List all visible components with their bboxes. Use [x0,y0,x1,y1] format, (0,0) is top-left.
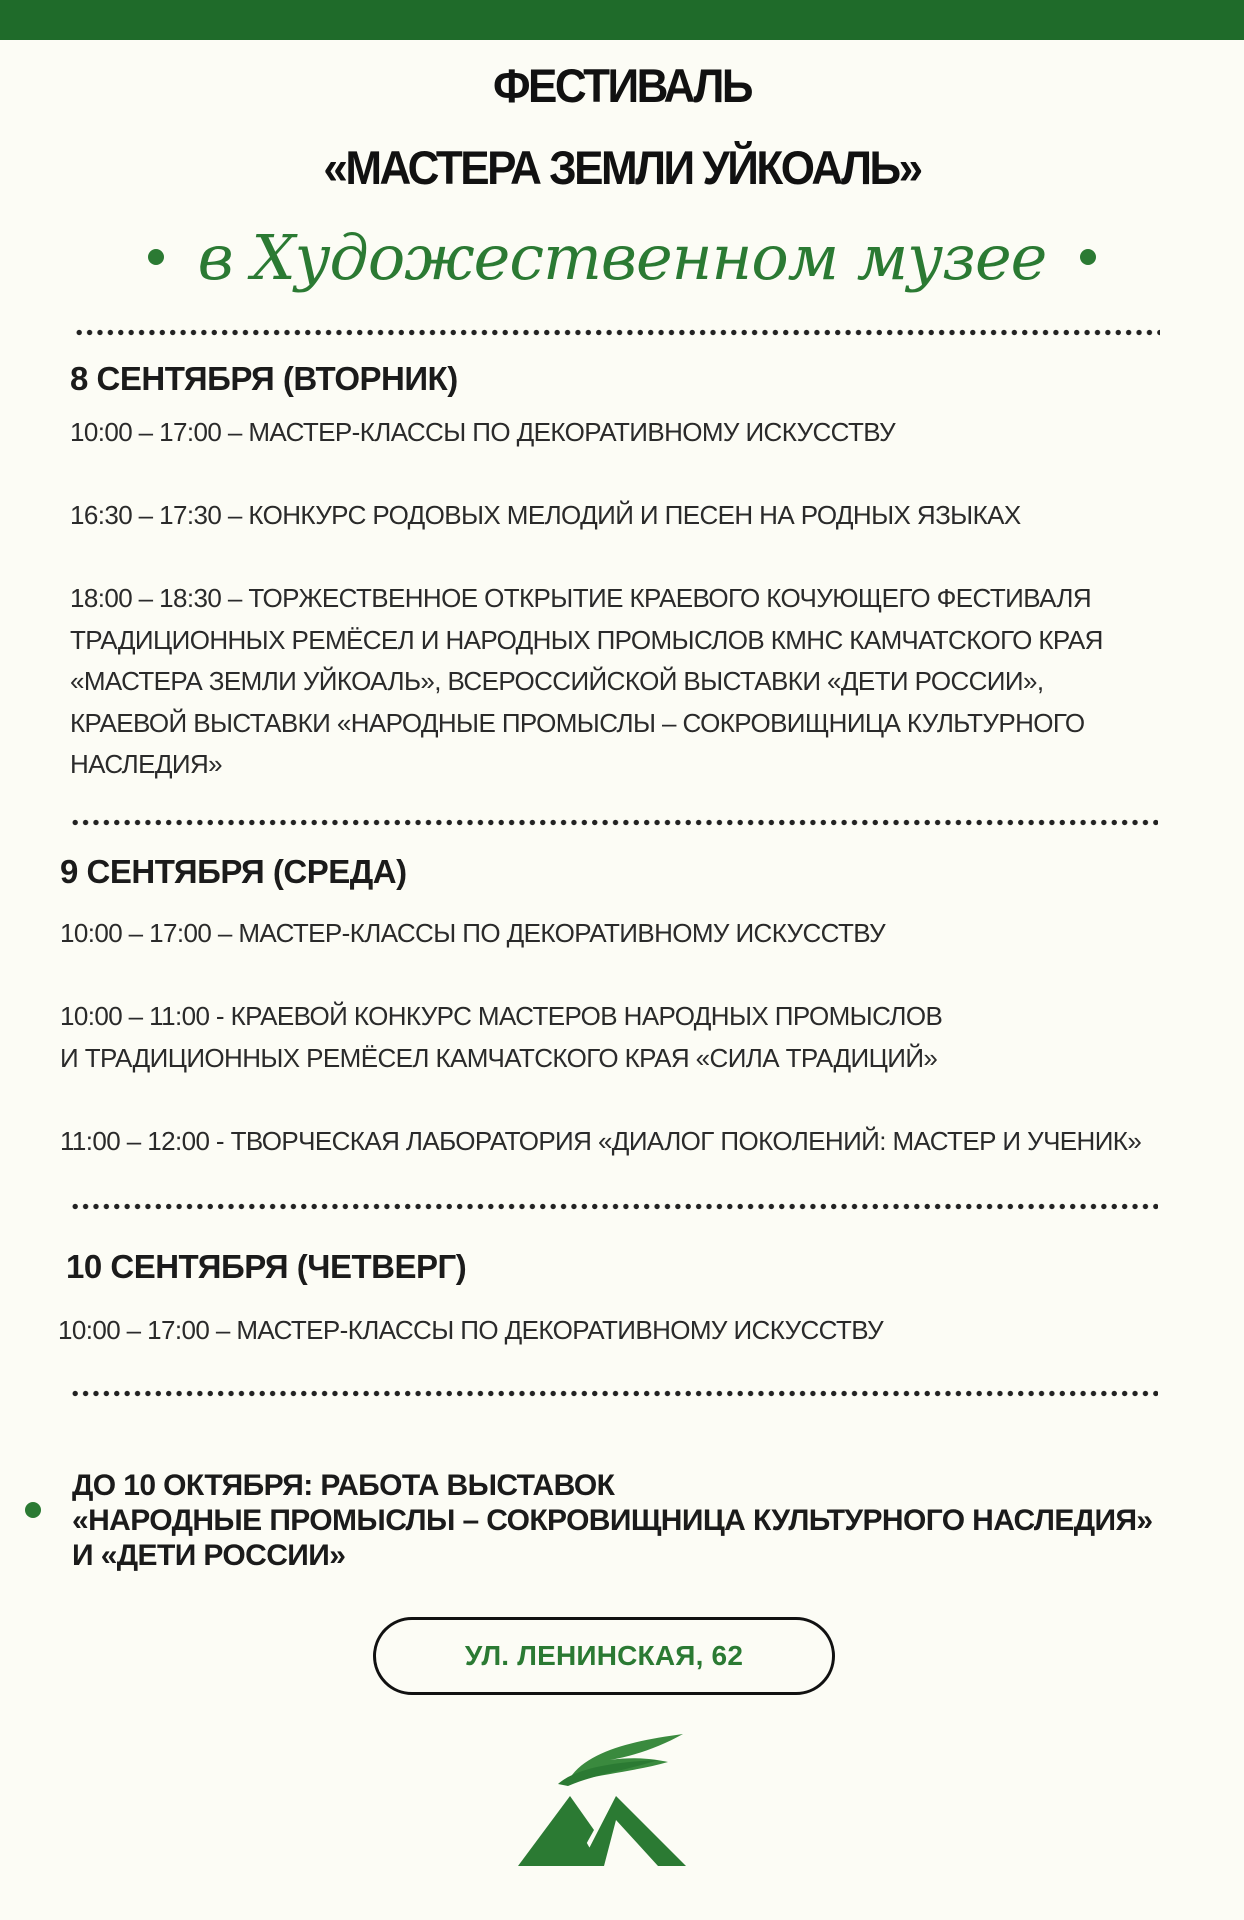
dotted-divider [74,329,1160,336]
venue-subtitle-text: в Художественном музее [197,220,1047,294]
day-heading: 8 СЕНТЯБРЯ (ВТОРНИК) [70,360,458,397]
day-heading: 10 СЕНТЯБРЯ (ЧЕТВЕРГ) [66,1248,467,1285]
bullet-dot-icon [148,249,164,265]
schedule-event: 10:00 – 17:00 – МАСТЕР-КЛАССЫ ПО ДЕКОРАТИВНОМУ ИСКУССТВУ [60,918,886,948]
top-accent-bar [0,0,1244,40]
schedule-event: 18:00 – 18:30 – ТОРЖЕСТВЕННОЕ ОТКРЫТИЕ КРАЕВОГО КОЧУЮЩЕГО ФЕСТИВАЛЯ ТРАДИЦИОННЫХ РЕМЁСЕЛ И НАРОДНЫХ ПРОМЫСЛОВ КМНС КАМЧАТСКОГО КРАЯ «МАСТЕРА ЗЕМЛИ УЙКОАЛЬ», ВСЕРОССИЙСКОЙ ВЫСТАВКИ «ДЕТИ РОССИИ», КРАЕВОЙ ВЫСТАВКИ «НАРОДНЫЕ ПРОМЫСЛЫ – СОКРОВИЩНИЦА КУЛЬТУРНОГО НАСЛЕДИЯ» [70,583,1103,779]
festival-title-line1: ФЕСТИВАЛЬ [493,60,751,113]
festival-title-line2: «МАСТЕРА ЗЕМЛИ УЙКОАЛЬ» [323,142,921,195]
exhibition-note: ДО 10 ОКТЯБРЯ: РАБОТА ВЫСТАВОК «НАРОДНЫЕ ПРОМЫСЛЫ – СОКРОВИЩНИЦА КУЛЬТУРНОГО НАСЛЕДИЯ» И «ДЕТИ РОССИИ» [72,1469,1153,1572]
venue-subtitle [0,212,1244,302]
bullet-dot-icon [25,1502,41,1518]
address-badge [373,1617,835,1695]
dotted-divider [70,1203,1158,1210]
day-heading: 9 СЕНТЯБРЯ (СРЕДА) [60,853,407,890]
dotted-divider [70,819,1158,826]
dotted-divider [70,1390,1158,1397]
address-text: УЛ. ЛЕНИНСКАЯ, 62 [464,1640,744,1671]
museum-logo-icon [518,1720,686,1870]
bullet-dot-icon [1080,249,1096,265]
schedule-event: 11:00 – 12:00 - ТВОРЧЕСКАЯ ЛАБОРАТОРИЯ «ДИАЛОГ ПОКОЛЕНИЙ: МАСТЕР И УЧЕНИК» [60,1126,1142,1156]
schedule-event: 16:30 – 17:30 – КОНКУРС РОДОВЫХ МЕЛОДИЙ И ПЕСЕН НА РОДНЫХ ЯЗЫКАХ [70,500,1021,530]
schedule-event: 10:00 – 17:00 – МАСТЕР-КЛАССЫ ПО ДЕКОРАТИВНОМУ ИСКУССТВУ [70,417,896,447]
schedule-event: 10:00 – 17:00 – МАСТЕР-КЛАССЫ ПО ДЕКОРАТИВНОМУ ИСКУССТВУ [58,1315,884,1345]
schedule-event: 10:00 – 11:00 - КРАЕВОЙ КОНКУРС МАСТЕРОВ НАРОДНЫХ ПРОМЫСЛОВ И ТРАДИЦИОННЫХ РЕМЁСЕЛ КАМЧАТСКОГО КРАЯ «СИЛА ТРАДИЦИЙ» [60,1001,943,1073]
